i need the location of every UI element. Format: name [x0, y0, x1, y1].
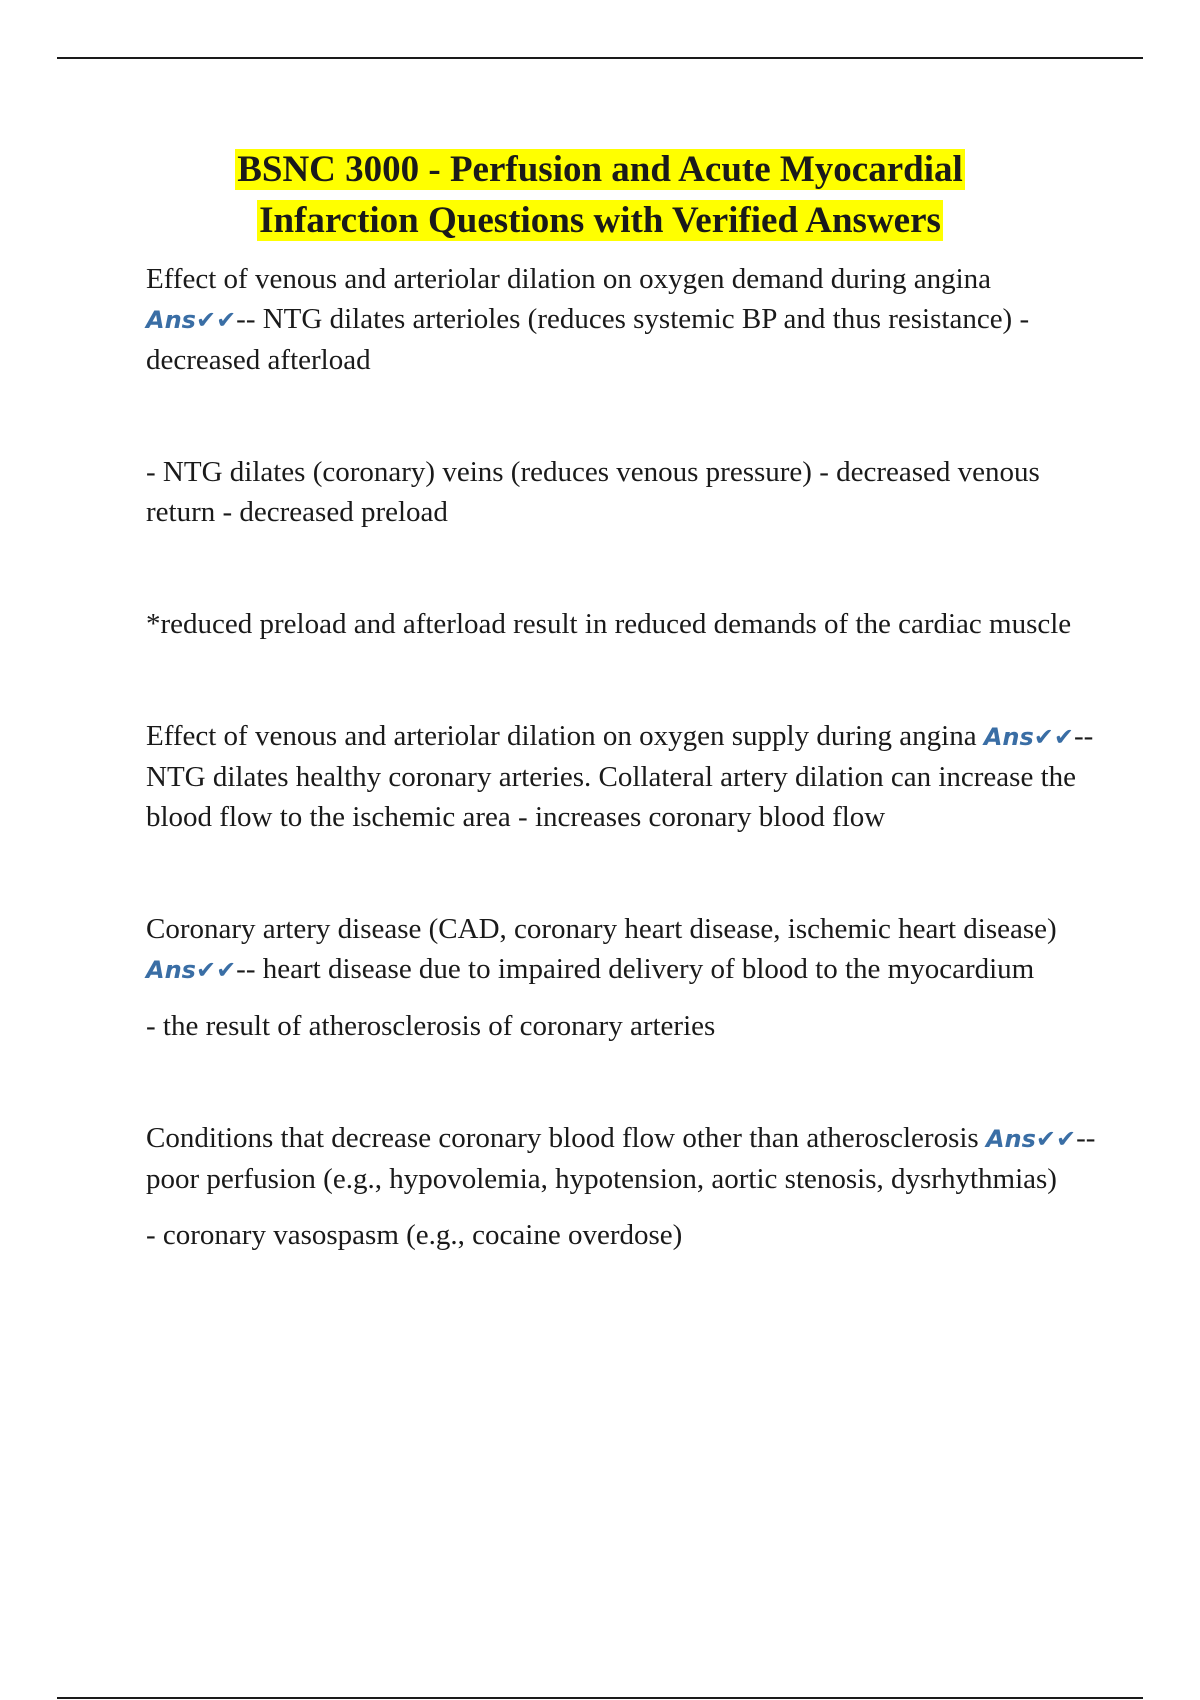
qa-item	[146, 716, 1096, 837]
ans-label: Ans	[146, 306, 196, 334]
answer-extra: - coronary vasospasm (e.g., cocaine overdose)	[146, 1219, 683, 1251]
ans-label: Ans	[146, 956, 196, 984]
ans-label: Ans	[983, 723, 1034, 751]
answer-extra: *reduced preload and afterload result in reduced demands of the cardiac muscle	[146, 608, 1072, 640]
question-text: Coronary artery disease (CAD, coronary heart disease, ischemic heart disease)	[146, 913, 1057, 945]
title-line-2: Infarction Questions with Verified Answers	[259, 200, 941, 241]
qa-item	[146, 259, 1096, 380]
qa-item	[146, 909, 1096, 990]
question-text: Effect of venous and arteriolar dilation on oxygen supply during angina	[146, 720, 977, 752]
answer-extra: - NTG dilates (coronary) veins (reduces venous pressure) - decreased venous return - decreased preload	[146, 456, 1040, 528]
answer-text: -- poor perfusion (e.g., hypovolemia, hypotension, aortic stenosis, dysrhythmias)	[146, 1122, 1096, 1195]
verified-check-icon: ✔✔	[195, 956, 237, 984]
question-text: Effect of venous and arteriolar dilation on oxygen demand during angina	[146, 263, 992, 295]
answer-text: -- heart disease due to impaired delivery of blood to the myocardium	[236, 953, 1035, 985]
bottom-rule	[57, 1697, 1143, 1699]
answer-text: -- NTG dilates healthy coronary arteries. Collateral artery dilation can increase the blood flow to the ischemic area - increases coronary blood flow	[146, 720, 1094, 833]
document-title	[100, 144, 1100, 246]
answer-extra: - the result of atherosclerosis of coronary arteries	[146, 1010, 716, 1042]
verified-check-icon: ✔✔	[195, 306, 237, 334]
title-line-1: BSNC 3000 - Perfusion and Acute Myocardial	[237, 149, 963, 190]
qa-item	[146, 1118, 1096, 1199]
answer-text: -- NTG dilates arterioles (reduces systemic BP and thus resistance) - decreased afterload	[146, 303, 1030, 376]
verified-check-icon: ✔✔	[1033, 723, 1074, 751]
verified-check-icon: ✔✔	[1035, 1125, 1077, 1153]
top-rule	[57, 57, 1143, 59]
ans-label: Ans	[985, 1125, 1036, 1153]
qa-content	[146, 259, 1096, 1255]
question-text: Conditions that decrease coronary blood flow other than atherosclerosis	[146, 1122, 979, 1154]
